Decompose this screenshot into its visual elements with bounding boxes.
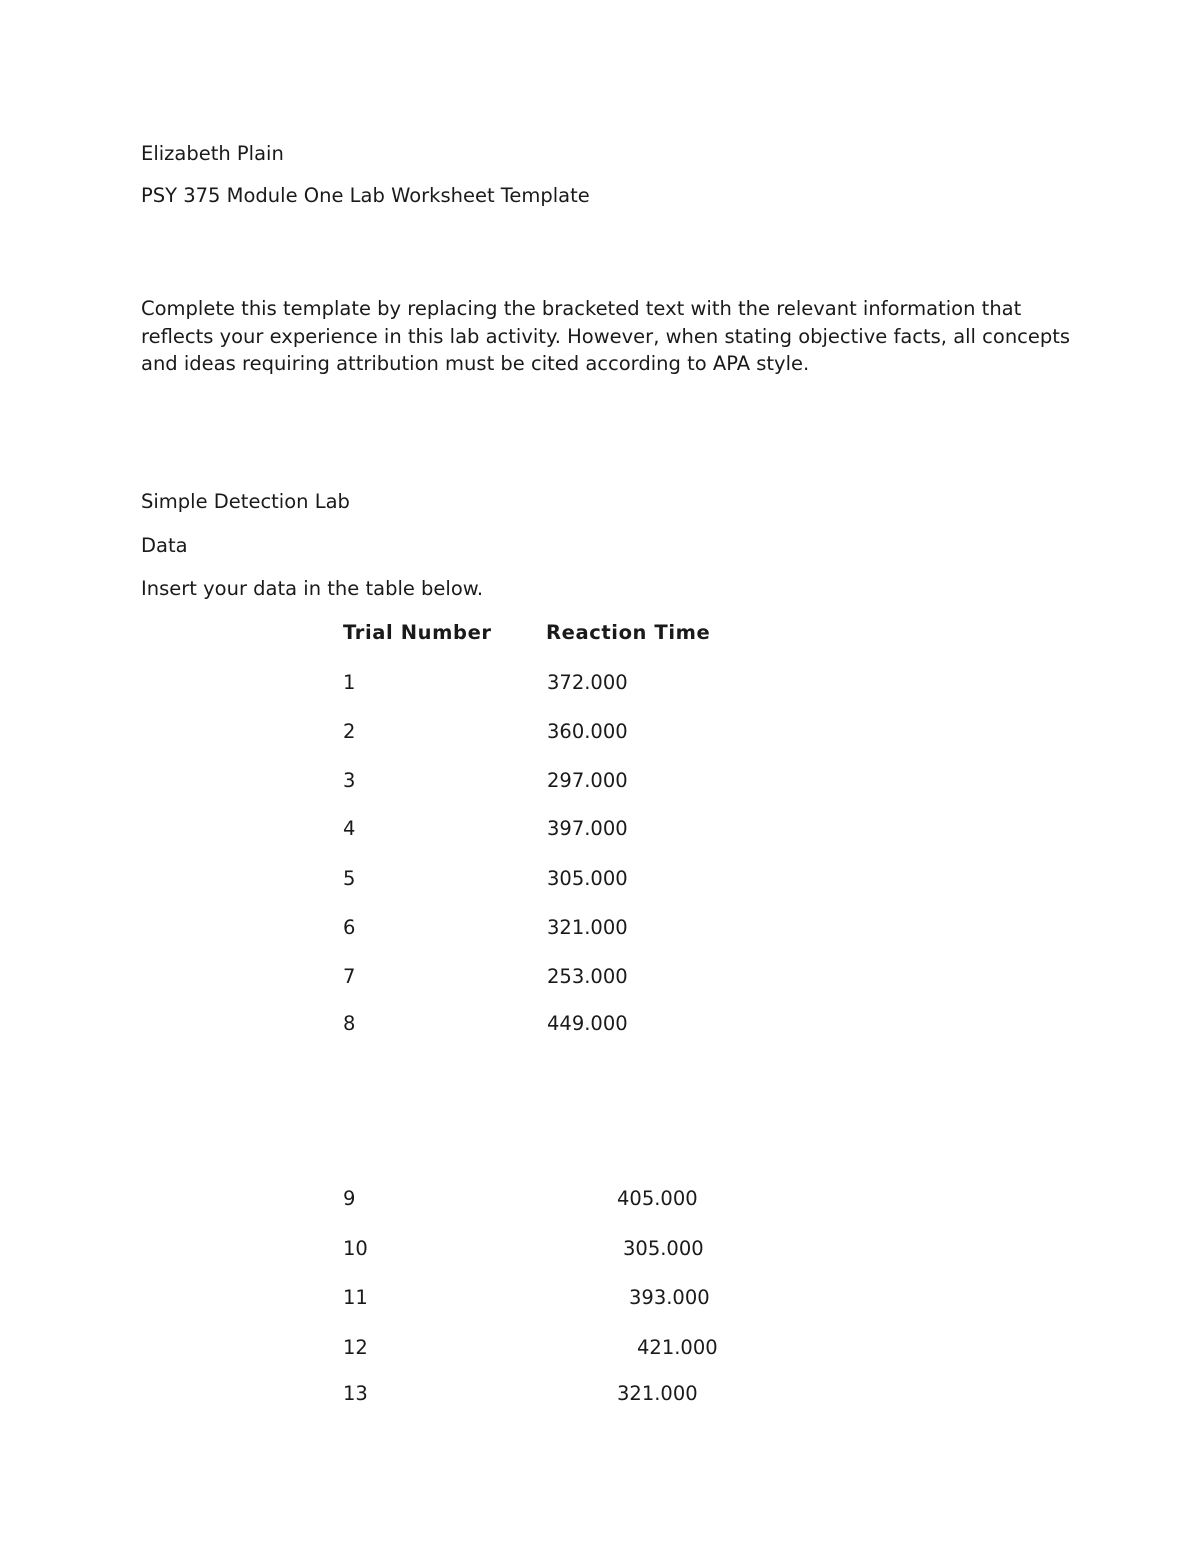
reaction-time-cell: 321.000 (547, 916, 628, 939)
document-title: PSY 375 Module One Lab Worksheet Template (141, 184, 590, 207)
author-name: Elizabeth Plain (141, 142, 284, 165)
trial-number-cell: 9 (343, 1187, 356, 1210)
reaction-time-cell: 297.000 (547, 769, 628, 792)
reaction-time-cell: 397.000 (547, 817, 628, 840)
reaction-time-cell: 253.000 (547, 965, 628, 988)
column-header-trial-number: Trial Number (343, 621, 492, 644)
section-heading: Simple Detection Lab (141, 490, 350, 513)
table-prompt: Insert your data in the table below. (141, 577, 484, 600)
reaction-time-cell: 372.000 (547, 671, 628, 694)
trial-number-cell: 7 (343, 965, 356, 988)
reaction-time-cell: 449.000 (547, 1012, 628, 1035)
column-header-reaction-time: Reaction Time (546, 621, 711, 644)
trial-number-cell: 11 (343, 1286, 368, 1309)
trial-number-cell: 6 (343, 916, 356, 939)
reaction-time-cell: 321.000 (617, 1382, 698, 1405)
trial-number-cell: 3 (343, 769, 356, 792)
reaction-time-cell: 305.000 (547, 867, 628, 890)
data-subheading: Data (141, 534, 188, 557)
trial-number-cell: 4 (343, 817, 356, 840)
reaction-time-cell: 393.000 (629, 1286, 710, 1309)
instructions-paragraph: Complete this template by replacing the bracketed text with the relevant information that reflects your experience in this lab activity. However, when stating objective facts, all concepts and ideas requiring attribution must be cited according to APA style. (141, 297, 1071, 375)
reaction-time-cell: 305.000 (623, 1237, 704, 1260)
trial-number-cell: 5 (343, 867, 356, 890)
trial-number-cell: 10 (343, 1237, 368, 1260)
reaction-time-cell: 405.000 (617, 1187, 698, 1210)
trial-number-cell: 8 (343, 1012, 356, 1035)
trial-number-cell: 12 (343, 1336, 368, 1359)
trial-number-cell: 13 (343, 1382, 368, 1405)
trial-number-cell: 2 (343, 720, 356, 743)
reaction-time-cell: 360.000 (547, 720, 628, 743)
reaction-time-cell: 421.000 (637, 1336, 718, 1359)
trial-number-cell: 1 (343, 671, 356, 694)
